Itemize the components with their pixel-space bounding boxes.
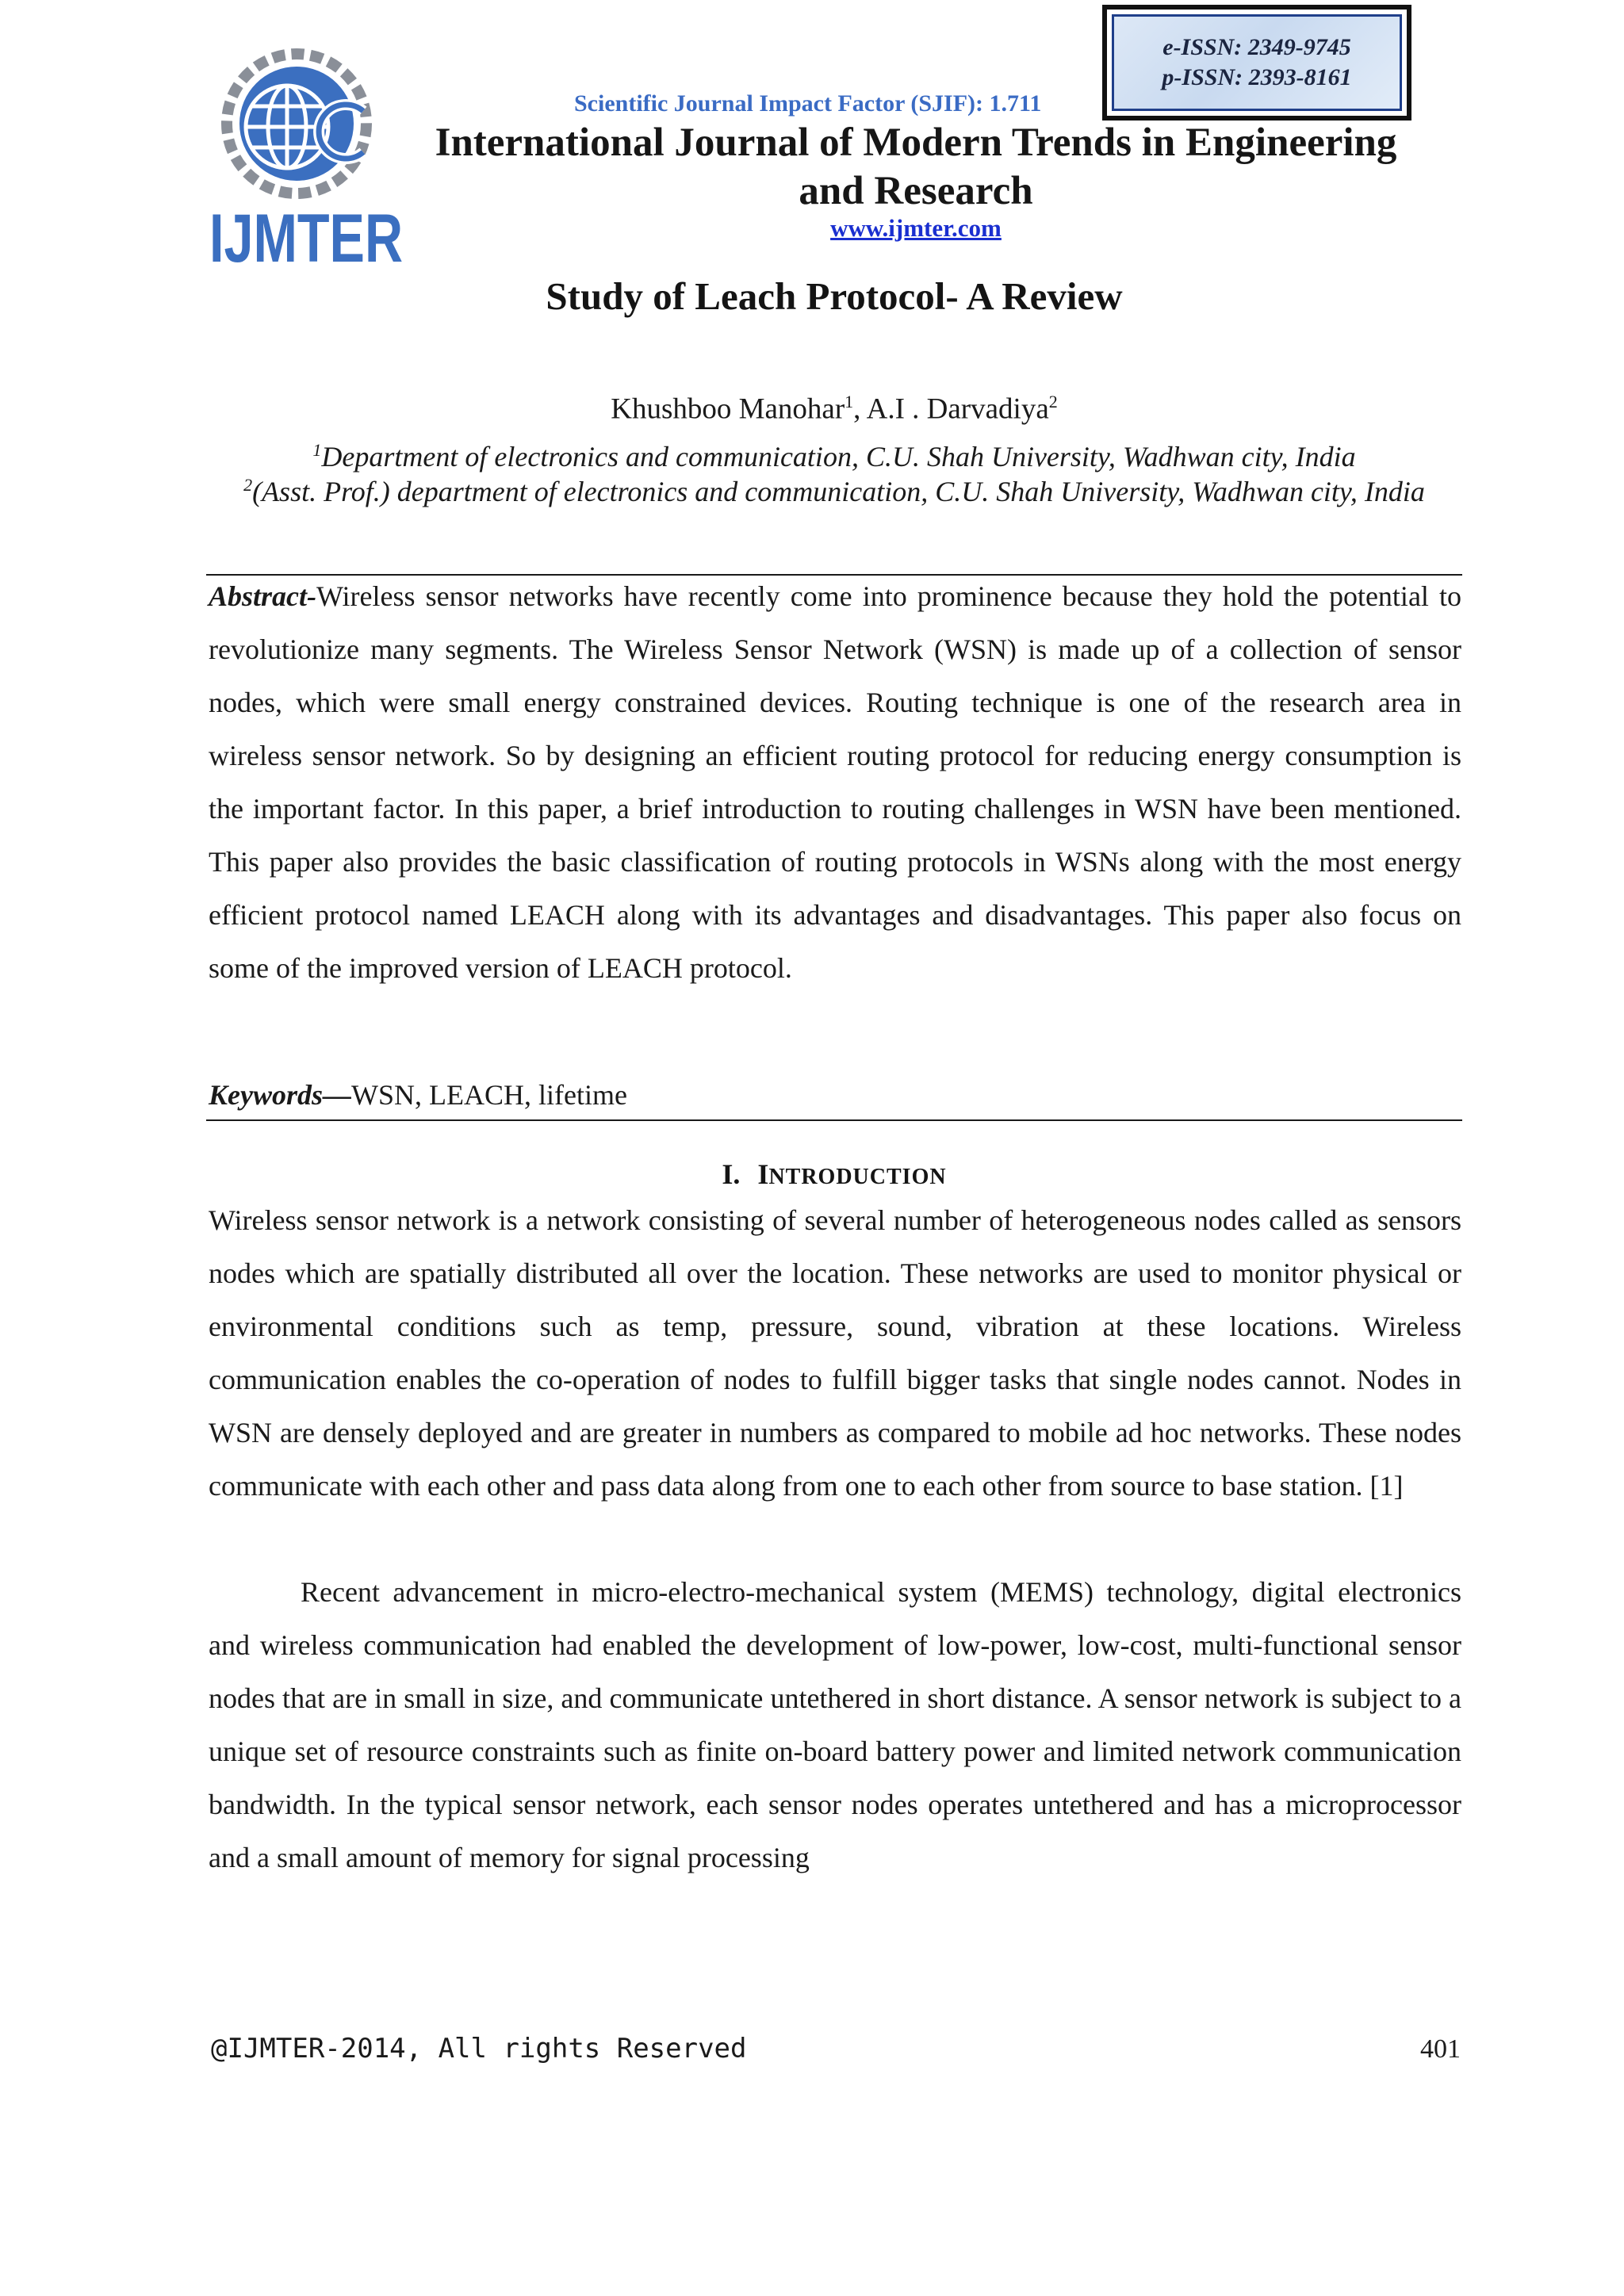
journal-title — [404, 119, 1427, 216]
journal-title-line-1: International Journal of Modern Trends in Engineering — [435, 121, 1397, 165]
section-heading-introduction — [206, 1158, 1462, 1191]
section-heading-rest: NTRODUCTION — [768, 1165, 947, 1189]
paper-title: Study of Leach Protocol- A Review — [546, 274, 1123, 318]
section-heading-initial: I — [757, 1158, 769, 1190]
affiliation-marker: 1 — [312, 440, 322, 460]
affiliation-2 — [206, 468, 1462, 509]
ijmter-logo-graphic — [208, 51, 404, 277]
author-name: Khushboo Manohar — [611, 392, 845, 426]
affiliation-marker: 2 — [243, 475, 253, 495]
logo-wordmark: IJMTER — [209, 201, 403, 277]
author-affiliation-marker: 1 — [845, 392, 854, 411]
keywords — [209, 1078, 1461, 1112]
affiliation-text: Department of electronics and communication, C.U. Shah University, Wadhwan city, India — [321, 441, 1356, 473]
journal-website-link[interactable]: www.ijmter.com — [830, 214, 1002, 242]
e-issn: e-ISSN: 2349-9745 — [1162, 34, 1351, 60]
issn-box — [1102, 5, 1411, 121]
author-list: Khushboo Manohar$^1$, A.I . Darvadiya$^2$ — [611, 392, 1058, 426]
abstract-label: Abstract- — [209, 580, 317, 612]
footer-copyright: @IJMTER-2014, All rights Reserved — [211, 2033, 747, 2064]
abstract — [209, 570, 1461, 995]
keywords-label: Keywords— — [209, 1079, 351, 1111]
p-issn: p-ISSN: 2393-8161 — [1162, 64, 1352, 90]
abstract-text: Wireless sensor networks have recently come into prominence because they hold the potential to revolutionize many segments. The Wireless Sensor Network (WSN) is made up of a collection of sensor nodes, which were small energy constrained devices. Routing technique is one of the research area in wireless sensor network. So by designing an efficient routing protocol for reducing energy consumption is the important factor. In this paper, a brief introduction to routing challenges in WSN have been mentioned. This paper also provides the basic classification of routing protocols in WSNs along with the most energy efficient protocol named LEACH along with its advantages and disadvantages. This paper also focus on some of the improved version of LEACH protocol. — [209, 580, 1461, 984]
intro-paragraph-2: Recent advancement in micro-electro-mechanical system (MEMS) technology, digital electronics and wireless communication had enabled the development of low-power, low-cost, multi-functional sensor nodes that are in small in size, and communicate untethered in short distance. A sensor network is subject to a unique set of resource constraints such as finite on-board battery power and limited network communication bandwidth. In the typical sensor network, each sensor nodes operates untethered and has a microprocessor and a small amount of memory for signal processing — [209, 1576, 1461, 1873]
issn-box-inner — [1112, 14, 1402, 111]
page-number: 401 — [1420, 2034, 1461, 2064]
affiliation-text: (Asst. Prof.) department of electronics and communication, C.U. Shah University, Wadhwan city, India — [252, 476, 1425, 507]
impact-factor: Scientific Journal Impact Factor (SJIF): 1.711 — [574, 90, 1042, 117]
author-name: A.I . Darvadiya — [866, 392, 1049, 426]
journal-logo — [208, 51, 404, 277]
journal-title-line-2: and Research — [799, 169, 1033, 213]
author-affiliation-marker: 2 — [1048, 392, 1058, 411]
keywords-bottom-rule — [206, 1119, 1462, 1121]
section-number: I. — [722, 1158, 741, 1190]
keywords-text: WSN, LEACH, lifetime — [351, 1079, 627, 1111]
intro-paragraph-1: Wireless sensor network is a network consisting of several number of heterogeneous nodes called as sensors nodes which are spatially distributed all over the location. These networks are used to monitor physical or environmental conditions such as temp, pressure, sound, vibration at these locations. Wireless communication enables the co-operation of nodes to fulfill bigger tasks that single nodes cannot. Nodes in WSN are densely deployed and are greater in numbers as compared to mobile ad hoc networks. These nodes communicate with each other and pass data along from one to each other from source to base station. [1] — [209, 1204, 1461, 1502]
